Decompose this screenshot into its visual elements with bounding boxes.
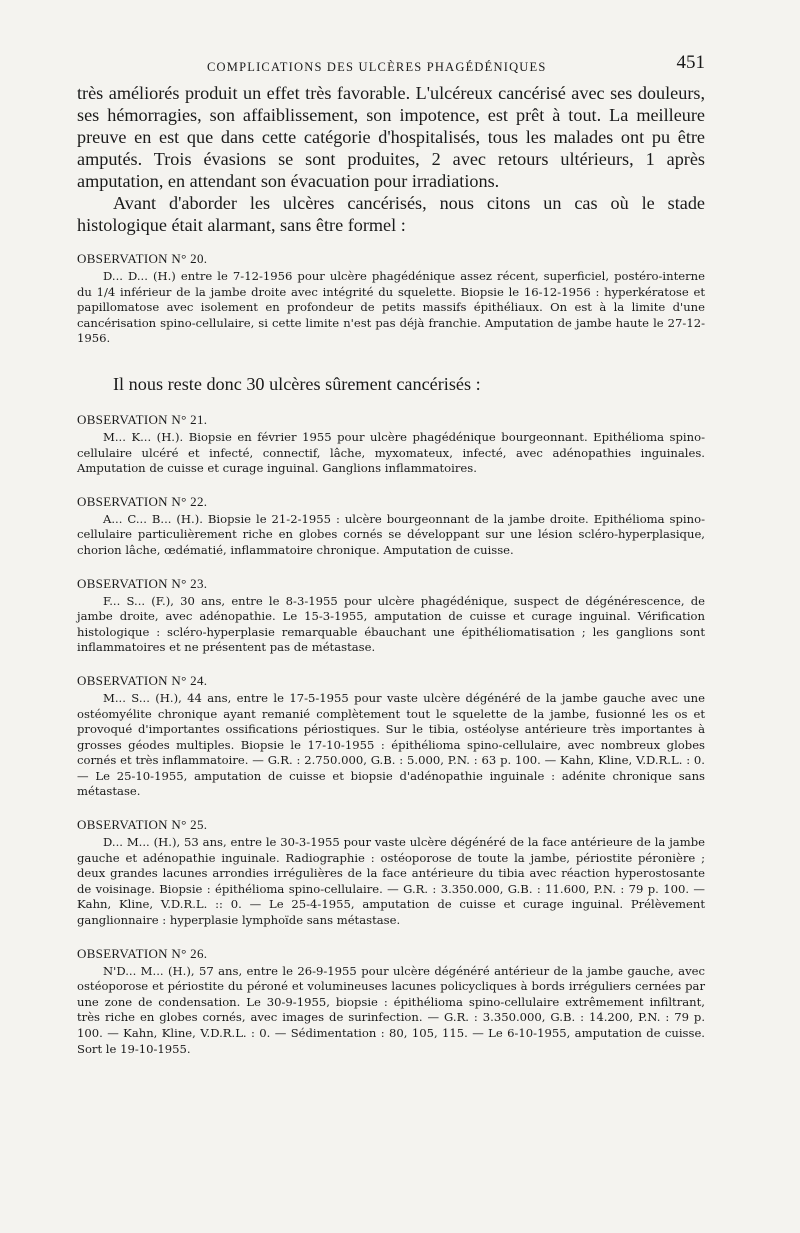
observation-body: D... M... (H.), 53 ans, entre le 30-3-1955 pour vaste ulcère dégénéré de la face antérieure de la jambe gauche et adénopathie inguinale. Radiographie : ostéoporose de toute la jambe, périostite péronière ; deux grandes lacunes arrondies irrégulières de la face antérieure du tibia avec réaction hyperostosante de voisinage. Biopsie : épithélioma spino-cellulaire. — G.R. : 3.350.000, G.B. : 11.600, P.N. : 79 p. 100. — Kahn, Kline, V.D.R.L. :: 0. — Le 25-4-1955, amputation de cuisse et curage inguinal. Prélèvement ganglionnaire : hyperplasie lymphoïde sans métastase. [77,835,705,928]
observation-body: F... S... (F.), 30 ans, entre le 8-3-1955 pour ulcère phagédénique, suspect de dégénérescence, de jambe droite, avec adénopathie. Le 15-3-1955, amputation de cuisse et curage inguinal. Vérification histologique : scléro-hyperplasie remarquable ébauchant une épithéliomatisation ; les ganglions sont inflammatoires et ne présentent pas de métastase. [77,593,705,655]
observation-heading: OBSERVATION N° 20. [77,251,208,266]
observation-heading: OBSERVATION N° 26. [77,945,208,961]
observation-heading: OBSERVATION N° 21. [77,411,208,427]
observation-21 [77,411,705,477]
interlude-sentence: Il nous reste donc 30 ulcères sûrement cancérisés : [113,373,481,394]
paragraph: Avant d'aborder les ulcères cancérisés, nous citons un cas où le stade histologique était alarmant, sans être formel : [77,193,705,235]
observation-body: D... D... (H.) entre le 7-12-1956 pour ulcère phagédénique assez récent, superficiel, postéro-interne du 1/4 inférieur de la jambe droite avec intégrité du squelette. Biopsie le 16-12-1956 : hyperkératose et papillomatose avec isolement en profondeur de petits massifs épithéliaux. On est à la limite d'une cancérisation spino-cellulaire, si cette limite n'est pas déjà franchie. Amputation de jambe haute le 27-12-1956. [77,269,705,346]
observation-26 [77,945,705,1058]
observation-20 [77,250,705,347]
observation-23 [77,575,705,656]
observation-body: M... K... (H.). Biopsie en février 1955 pour ulcère phagédénique bourgeonnant. Epithélioma spino-cellulaire ulcéré et infecté, connectif, lâche, myxomateux, infecté, avec adénopathies inguinales. Amputation de cuisse et curage inguinal. Ganglions inflammatoires. [77,429,705,476]
page [77,52,705,1057]
observation-25 [77,816,705,929]
page-number: 451 [676,52,705,73]
observation-heading: OBSERVATION N° 24. [77,672,208,688]
observation-heading: OBSERVATION N° 23. [77,575,208,591]
observation-22 [77,493,705,559]
paragraph: très améliorés produit un effet très favorable. L'ulcéreux cancérisé avec ses douleurs, ses hémorragies, son affaiblissement, son impotence, est prêt à tout. La meilleure preuve en est que dans cette catégorie d'hospitalisés, tous les malades ont pu être amputés. Trois évasions se sont produites, 2 avec retours ultérieurs, 1 après amputation, en attendant son évacuation pour irradiations. [77,83,705,191]
running-head [77,52,705,78]
running-title: COMPLICATIONS DES ULCÈRES PHAGÉDÉNIQUES [207,60,547,74]
lead-text [77,82,705,236]
observation-body: M... S... (H.), 44 ans, entre le 17-5-1955 pour vaste ulcère dégénéré de la jambe gauche avec une ostéomyélite chronique ayant remanié complètement tout le squelette de la jambe, fusionné les os et provoqué d'importantes ossifications périostiques. Sur le tibia, ostéolyse antérieure très importantes à grosses géodes multiples. Biopsie le 17-10-1955 : épithélioma spino-cellulaire, avec nombreux globes cornés et très inflammatoire. — G.R. : 2.750.000, G.B. : 5.000, P.N. : 63 p. 100. — Kahn, Kline, V.D.R.L. : 0. — Le 25-10-1955, amputation de cuisse et biopsie d'adénopathie inguinale : adénite chronique sans métastase. [77,690,705,799]
observation-24 [77,672,705,800]
observation-body: A... C... B... (H.). Biopsie le 21-2-1955 : ulcère bourgeonnant de la jambe droite. Epithélioma spino-cellulaire particulièrement riche en globes cornés se développant sur une lésion scléro-hyperplasique, chorion lâche, œdématié, inflammatoire chronique. Amputation de cuisse. [77,511,705,557]
observation-body: N'D... M... (H.), 57 ans, entre le 26-9-1955 pour ulcère dégénéré antérieur de la jambe gauche, avec ostéoporose et périostite du péroné et volumineuses lacunes policycliques à bords irréguliers cernées par une zone de condensation. Le 30-9-1955, biopsie : épithélioma spino-cellulaire extrêmement infiltrant, très riche en globes cornés, avec images de surinfection. — G.R. : 3.350.000, G.B. : 14.200, P.N. : 79 p. 100. — Kahn, Kline, V.D.R.L. : 0. — Sédimentation : 80, 105, 115. — Le 6-10-1955, amputation de cuisse. Sort le 19-10-1955. [77,963,705,1056]
observation-heading: OBSERVATION N° 22. [77,493,208,509]
observation-heading: OBSERVATION N° 25. [77,817,208,833]
